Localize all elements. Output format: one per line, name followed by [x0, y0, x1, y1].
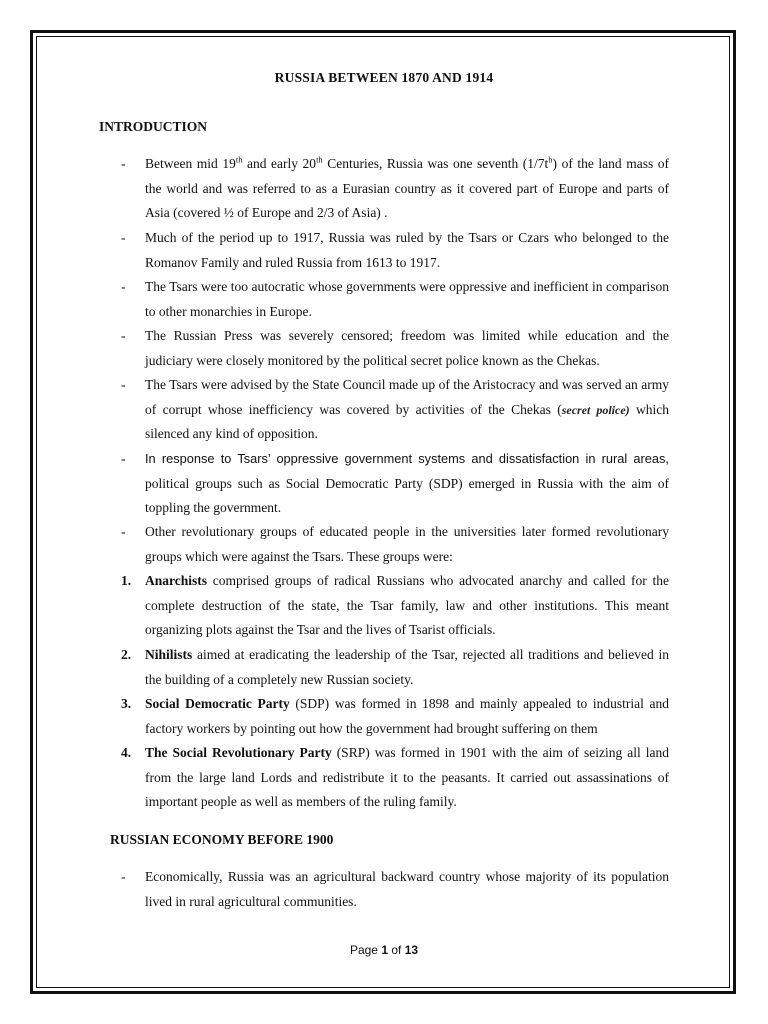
total-page-count: 13 — [404, 943, 419, 957]
superscript: th — [316, 154, 323, 165]
page-number-footer — [0, 943, 768, 957]
list-number: 1. — [121, 573, 132, 588]
emphasis-text: secret police) — [561, 402, 630, 417]
current-page-number: 1 — [381, 943, 388, 957]
text-run: ) of the land mass of the world and was referred to as a Eurasian country as it covered part of Europe and parts of Asia (covered ½ of Europe and 2/3 of Asia) . — [145, 156, 669, 220]
bullet-marker: - — [121, 230, 126, 245]
group-name: Social Democratic Party — [145, 696, 290, 711]
superscript: h — [548, 154, 553, 165]
list-number: 2. — [121, 647, 132, 662]
document-title: RUSSIA BETWEEN 1870 AND 1914 — [274, 70, 494, 85]
intro-bullet-autocratic: The Tsars were too autocratic whose governments were oppressive and inefficient in comparison to other monarchies in Europe. — [145, 279, 669, 319]
text-run: In response to Tsars’ oppressive government systems and dissatisfaction in rural areas, — [145, 451, 669, 466]
group-name: The Social Revolutionary Party — [145, 745, 332, 760]
intro-bullet-press: The Russian Press was severely censored; freedom was limited while education and the judiciary were closely monitored by the political secret police known as the Chekas. — [145, 328, 669, 368]
economy-heading: RUSSIAN ECONOMY BEFORE 1900 — [110, 832, 334, 847]
bullet-marker: - — [121, 279, 126, 294]
group-item-anarchists — [145, 569, 669, 643]
bullet-marker: - — [121, 156, 126, 171]
group-item-nihilists — [145, 643, 669, 692]
intro-bullet-romanov: Much of the period up to 1917, Russia was ruled by the Tsars or Czars who belonged to the Romanov Family and ruled Russia from 1613 to 1917. — [145, 230, 669, 270]
text-run: which silenced any kind of opposition. — [145, 401, 669, 441]
list-number: 4. — [121, 745, 132, 760]
bullet-marker: - — [121, 451, 126, 466]
text-run: political groups such as Social Democratic Party (SDP) emerged in Russia with the aim of toppling the government. — [145, 475, 669, 515]
bullet-marker: - — [121, 328, 126, 343]
page-word: Page — [349, 943, 378, 957]
group-item-srp — [145, 741, 669, 815]
bullet-marker: - — [121, 869, 126, 884]
group-description: (SDP) was formed in 1898 and mainly appealed to industrial and factory workers by pointing out how the government had brought suffering on them — [145, 696, 669, 736]
bullet-marker: - — [121, 377, 126, 392]
list-number: 3. — [121, 696, 132, 711]
group-name: Nihilists — [145, 647, 193, 662]
intro-bullet-revolutionary-groups: Other revolutionary groups of educated people in the universities later formed revolutionary groups which were against the Tsars. These groups were: — [145, 524, 669, 564]
intro-bullet-state-council — [145, 373, 669, 447]
of-word: of — [391, 943, 402, 957]
economy-bullet-agriculture: Economically, Russia was an agricultural backward country whose majority of its population lived in rural agricultural communities. — [145, 869, 669, 909]
group-description: comprised groups of radical Russians who advocated anarchy and called for the complete destruction of the state, the Tsar family, law and other institutions. This meant organizing plots against the Tsar and the lives of Tsarist officials. — [145, 573, 669, 637]
bullet-marker: - — [121, 524, 126, 539]
group-item-sdp — [145, 692, 669, 741]
text-run: Between mid 19 — [145, 156, 236, 171]
superscript: th — [235, 154, 243, 165]
group-description: (SRP) was formed in 1901 with the aim of seizing all land from the large land Lords and redistribute it to the peasants. It carried out assassinations of important people as well as members of the ruling family. — [145, 745, 669, 809]
group-name: Anarchists — [145, 573, 208, 588]
intro-bullet-land-mass — [145, 152, 669, 226]
text-run: and early 20 — [242, 156, 317, 171]
introduction-heading: INTRODUCTION — [99, 119, 208, 134]
intro-bullet-political-groups — [145, 447, 669, 521]
group-description: aimed at eradicating the leadership of the Tsar, rejected all traditions and believed in the building of a completely new Russian society. — [145, 647, 669, 687]
text-run: Centuries, Russia was one seventh (1/7t — [322, 156, 549, 171]
text-run: The Tsars were advised by the State Council made up of the Aristocracy and was served an army of corrupt whose inefficiency was covered by activities of the Chekas ( — [145, 377, 669, 417]
